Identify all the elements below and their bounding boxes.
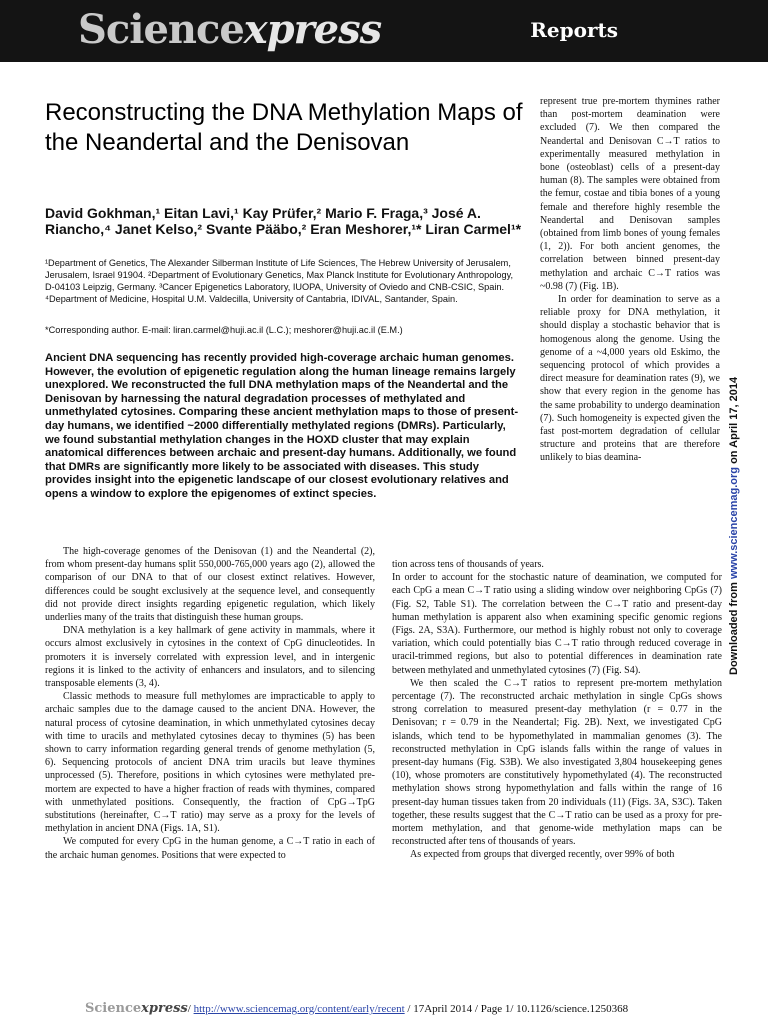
abstract: Ancient DNA sequencing has recently provided high-coverage archaic human genomes. However, the evolution of epigenetic regulation along the human lineage remains largely unexplored. We reconstructed the full DNA methylation maps of the Neandertal and the Denisovan by harnessing the natural degradation processes of methylated and unmethylated cytosines. Comparing these ancient methylation maps to those of present-day humans, we identified ~2000 differentially methylated regions (DMRs). Particularly, we found substantial methylation changes in the HOXD cluster that may explain anatomical differences between archaic and present-day humans. Additionally, we found that DMRs are significantly more likely to be associated with diseases. This study provides insight into the epigenetic landscape of our closest evolutionary relatives and opens a window to explore the epigenomes of extinct species. (45, 352, 519, 500)
left-column (45, 545, 375, 862)
paragraph: We computed for every CpG in the human genome, a C→T ratio in each of the archaic human genomes. Positions that were expected to (45, 836, 375, 861)
paragraph: In order to account for the stochastic nature of deamination, we computed for each CpG a mean C→T ratio using a sliding window over neighboring CpGs (7) (Fig. S2, Table S1). The correlation between the C→T ratio and present-day human methylation is apparent also when examining specific genomic regions (Figs. 2A, S3A). Furthermore, our method is highly robust not only to coverage variation, which could potentially bias C→T ratio through reduced coverage in uracil-trimmed regions, but also to potential differences in deamination rate between methylated and unmethylated cytosines (7) (Fig. S4). (392, 572, 722, 676)
corresponding-author: *Corresponding author. E-mail: liran.carmel@huji.ac.il (L.C.); meshorer@huji.ac.il (E.M.) (45, 325, 403, 335)
footer-info: / 17April 2014 / Page 1/ 10.1126/science.1250368 (404, 1003, 629, 1015)
section-label: Reports (530, 18, 618, 42)
page-footer: Sciencexpress/ http://www.sciencemag.org/content/early/recent / 17April 2014 / Page 1/ 10.1126/science.1250368 (85, 1001, 629, 1016)
author-list: David Gokhman,¹ Eitan Lavi,¹ Kay Prüfer,² Mario F. Fraga,³ José A. Riancho,⁴ Janet Kelso,² Svante Pääbo,² Eran Meshorer,¹* Liran Carmel¹* (45, 205, 522, 237)
paragraph: The high-coverage genomes of the Denisovan (1) and the Neandertal (2), from whom present-day humans split 550,000-765,000 years ago (2), allowed the comparison of our DNA to that of our closest extinct relatives. However, differences could be sought exclusively at the sequence level, and consequently did not provide direct insights regarding epigenetic regulation, which likely underlies many of the traits that distinguish these human groups. (45, 546, 375, 624)
article-title: Reconstructing the DNA Methylation Maps of the Neandertal and the Denisovan (45, 99, 523, 156)
middle-column (392, 558, 722, 862)
header-banner (0, 0, 768, 62)
download-note: Downloaded from www.sciencemag.org on April 17, 2014 (728, 376, 740, 675)
right-column (540, 95, 720, 465)
affiliations: ¹Department of Genetics, The Alexander Silberman Institute of Life Sciences, The Hebrew University of Jerusalem, Jerusalem, Israel 91904. ²Department of Evolutionary Genetics, Max Planck Institute for Evolutionary Anthropology, D-04103 Leipzig, Germany. ³Cancer Epigenetics Laboratory, IUOPA, University of Oviedo and CNB-CSIC, Spain. ⁴Department of Medicine, Hospital U.M. Valdecilla, University of Cantabria, IDIVAL, Santander, Spain. (45, 258, 514, 304)
footer-logo: Sciencexpress (85, 1001, 188, 1016)
sciencemag-link[interactable]: www.sciencemag.org (728, 466, 740, 580)
journal-logo: Sciencexpress (78, 6, 382, 53)
paragraph: represent true pre-mortem thymines rather than post-mortem deamination were excluded (7). We then compared the Neandertal and Denisovan C→T ratios to experimentally measured methylation in bone (osteoblast) cells of a present-day human (8). The samples were obtained from the femur, costae and tibia bones of a young female and therefore highly resemble the Neandertal and Denisovan samples (obtained from limb bones of young females (1, 2)). For both ancient genomes, the correlation between binned present-day methylation and archaic C→T ratios was ~0.98 (7) (Fig. 1B). (540, 96, 720, 292)
paragraph: DNA methylation is a key hallmark of gene activity in mammals, where it occurs almost exclusively in cytosines in the context of CpG dinucleotides. In promoters it is inversely correlated with expression level, and in intergenic regions it is linked to the activity of enhancers and insulators, and to silencing transposable elements (3, 4). (45, 625, 375, 690)
paragraph: In order for deamination to serve as a reliable proxy for DNA methylation, it should display a stochastic behavior that is homogenous along the genome. Using the genome of a ~4,000 years old Eskimo, the sequencing protocol of which provides a direct measure for deamination rates (9), we show that every region in the genome has the same probability to undergo deamination (7). Such homogeneity is expected given the fast post-mortem degradation of cellular structure and proteins that are therefore unlikely to bias deamina- (540, 294, 720, 464)
paragraph: As expected from groups that diverged recently, over 99% of both (410, 849, 675, 861)
paragraph: tion across tens of thousands of years. (392, 559, 544, 570)
footer-url-link[interactable]: http://www.sciencemag.org/content/early/recent (193, 1003, 405, 1015)
paragraph: We then scaled the C→T ratios to represent pre-mortem methylation percentage (7). The reconstructed archaic methylation in single CpGs shows strong correlation to measured present-day methylation (r = 0.77 in the Denisovan; r = 0.79 in the Neandertal; Fig. 2B). Next, we investigated CpG islands, which tend to be hypomethylated in mammalian genomes (3). The reconstructed methylation in CpG islands falls within the range of values in present-day humans (Fig. S3B). We also investigated 3,804 housekeeping genes (10), whose promoters are constitutively hypomethylated (4). The reconstructed methylation shows strong hypomethylation and falls within the range of 16 present-day human tissues taken from 20 individuals (11) (Figs. 3A, S3C). Taken together, these results suggest that the C→T ratio can be used as a proxy for pre-mortem methylation, and that genome-wide methylation maps can be reconstructed after tens of thousands of years. (392, 677, 722, 848)
paragraph: Classic methods to measure full methylomes are impracticable to apply to archaic samples due to the damage caused to the ancient DNA. However, the natural process of cytosine deamination, in which unmethylated cytosines decay with time to uracils and methylated cytosines decay to thymines (5) has been shown to carry information regarding general trends of genome methylation (5, 6). Sequencing protocols of ancient DNA trim uracils but leave thymines unprocessed (5). Therefore, positions in which cytosines were methylated pre-mortem are expected to have a higher fraction of reads with thymines, compared with unmethylated positions. Consequently, the fraction of CpG→TpG substitutions (hereinafter, C→T ratio) may serve as a proxy for the levels of methylation in ancient DNA (Figs. 1A, S1). (45, 691, 375, 835)
